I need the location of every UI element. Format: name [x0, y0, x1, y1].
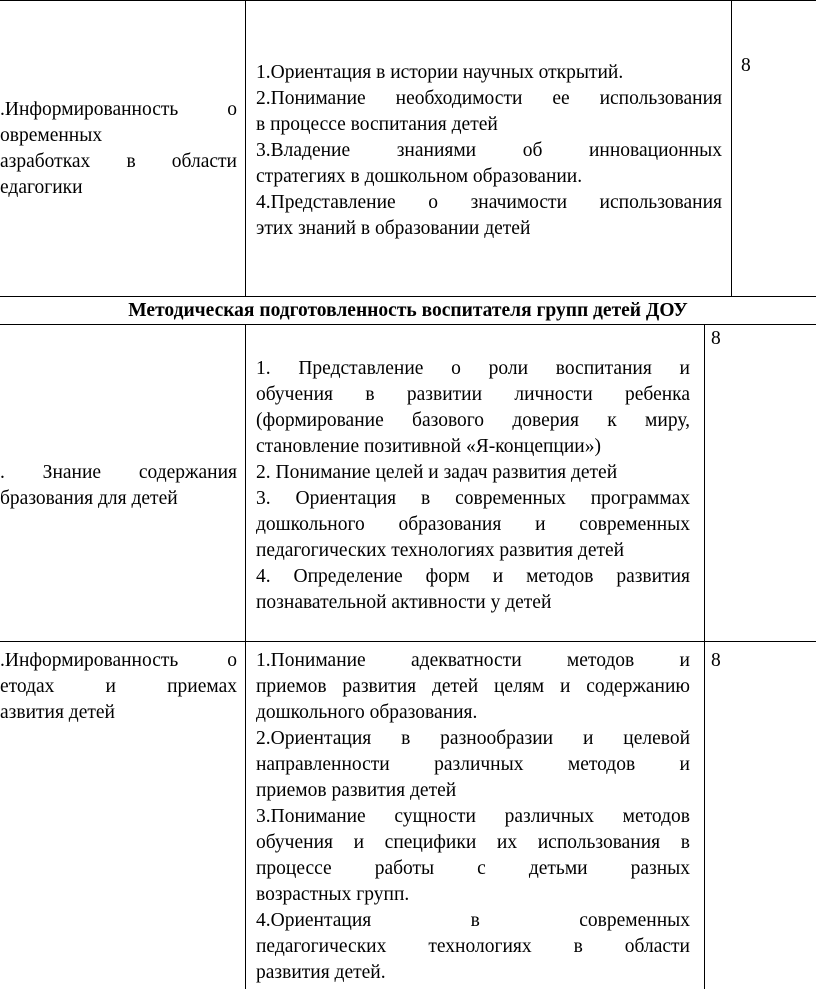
indicator-line: 2.Понимание необходимости ее использования — [256, 88, 722, 109]
column-divider-1b — [245, 324, 246, 989]
row3-criterion — [0, 648, 237, 726]
indicator-line: в процессе воспитания детей — [256, 114, 498, 135]
row3-indicators — [256, 648, 690, 986]
indicator-line: 4. Определение форм и методов развития — [256, 566, 690, 587]
row2-indicators — [256, 356, 690, 616]
indicator-line: 1.Ориентация в истории научных открытий. — [256, 62, 624, 83]
indicator-line: дошкольного образования и современных — [256, 514, 690, 535]
indicator-line: дошкольного образования. — [256, 702, 478, 723]
column-divider-2b — [704, 324, 705, 989]
indicator-line: 3.Понимание сущности различных методов — [256, 806, 690, 827]
indicator-line: педагогических технологиях в области — [256, 936, 690, 957]
column-divider-2 — [731, 0, 732, 296]
indicator-line: 1. Представление о роли воспитания и — [256, 358, 690, 379]
row1-criterion-line: едагогики — [0, 177, 83, 198]
indicator-line: 2.Ориентация в разнообразии и целевой — [256, 728, 690, 749]
indicator-line: познавательной активности у детей — [256, 592, 552, 613]
row1-criterion-line: .Информированность о — [0, 99, 237, 120]
indicator-line: обучения и специфики их использования в — [256, 832, 690, 853]
table-top-border — [0, 0, 816, 1]
row1-bottom-border — [0, 296, 816, 297]
indicator-line: 3. Ориентация в современных программах — [256, 488, 690, 509]
indicator-line: развития детей. — [256, 962, 386, 983]
row1-criterion-line: азработках в области — [0, 151, 237, 172]
row2-criterion-line: . Знание содержания — [0, 462, 237, 483]
indicator-line: педагогических технологиях развития детей — [256, 540, 625, 561]
row1-criterion-line: овременных — [0, 125, 103, 146]
indicator-line: 4.Представление о значимости использования — [256, 192, 722, 213]
row1-indicators — [256, 60, 722, 242]
row2-criterion-line: бразования для детей — [0, 488, 178, 509]
row2-criterion — [0, 460, 237, 512]
indicator-line: этих знаний в образовании детей — [256, 218, 531, 239]
row3-criterion-line: етодах и приемах — [0, 676, 237, 697]
indicator-line: 2. Понимание целей и задач развития детей — [256, 462, 618, 483]
indicator-line: направленности различных методов и — [256, 754, 690, 775]
indicator-line: приемов развития детей — [256, 780, 457, 801]
row3-criterion-line: .Информированность о — [0, 650, 237, 671]
heading-bottom-border — [0, 324, 816, 325]
indicator-line: стратегиях в дошкольном образовании. — [256, 166, 583, 187]
indicator-line: (формирование базового доверия к миру, — [256, 410, 690, 431]
section-heading: Методическая подготовленность воспитателя групп детей ДОУ — [128, 300, 688, 321]
row2-bottom-border — [0, 641, 816, 642]
row2-score: 8 — [711, 328, 721, 349]
row1-score: 8 — [741, 55, 751, 76]
indicator-line: 1.Понимание адекватности методов и — [256, 650, 690, 671]
indicator-line: 3.Владение знаниями об инновационных — [256, 140, 722, 161]
indicator-line: 4.Ориентация в современных — [256, 910, 690, 931]
indicator-line: возрастных групп. — [256, 884, 410, 905]
indicator-line: становление позитивной «Я-концепции») — [256, 436, 601, 457]
row1-criterion — [0, 97, 237, 201]
row3-score: 8 — [711, 650, 721, 671]
row3-criterion-line: азвития детей — [0, 702, 115, 723]
indicator-line: процессе работы с детьми разных — [256, 858, 690, 879]
indicator-line: обучения в развитии личности ребенка — [256, 384, 690, 405]
column-divider-1 — [245, 0, 246, 296]
indicator-line: приемов развития детей целям и содержанию — [256, 676, 690, 697]
